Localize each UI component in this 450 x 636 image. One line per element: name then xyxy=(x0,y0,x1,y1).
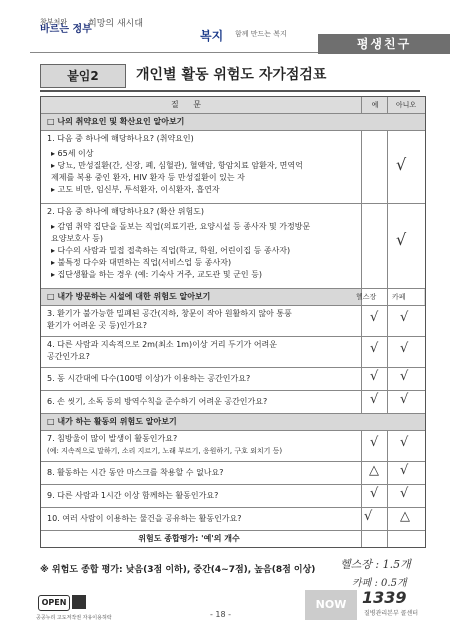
check-mark: √ xyxy=(400,435,409,450)
check-mark: √ xyxy=(400,341,409,356)
ministry-logo: 복지 xyxy=(200,29,224,43)
table-row-q3 xyxy=(41,306,425,337)
gov-logo-small: 참부처와 xyxy=(40,18,68,26)
check-mark: √ xyxy=(400,463,409,478)
no-cell[interactable] xyxy=(387,204,424,288)
government-logo xyxy=(40,18,92,34)
question-text: 1. 다음 중 하나에 해당하나요? (취약요인) xyxy=(47,134,194,143)
table-row-q7 xyxy=(41,431,425,462)
question-item: 제제를 복용 중인 환자, HIV 환자 등 만성질환이 있는 자 xyxy=(51,173,245,182)
no-cell[interactable] xyxy=(387,368,424,390)
yes-cell[interactable] xyxy=(356,289,388,305)
no-cell[interactable] xyxy=(387,391,424,413)
question-text: 공간인가요? xyxy=(47,352,90,361)
triangle-mark: △ xyxy=(369,463,379,478)
question-item: ▸ 집단생활을 하는 경우 (예: 기숙사 거주, 교도관 및 군인 등) xyxy=(51,270,262,279)
question-text: 9. 다른 사람과 1시간 이상 함께하는 활동인가요? xyxy=(47,491,219,500)
handwritten-label: 헬스장 xyxy=(356,293,377,301)
section-vulnerability xyxy=(41,114,425,131)
table-row-q1 xyxy=(41,131,425,204)
total-yes-cell[interactable] xyxy=(361,531,388,547)
no-cell[interactable] xyxy=(387,485,424,507)
check-mark: √ xyxy=(370,369,379,384)
page-title: 개인별 활동 위험도 자가점검표 xyxy=(136,67,327,83)
table-row-q9 xyxy=(41,485,425,508)
question-text: 5. 동 시간대에 다수(100명 이상)가 이용하는 공간인가요? xyxy=(47,374,251,383)
yes-cell[interactable] xyxy=(361,337,388,367)
triangle-mark: △ xyxy=(400,509,410,524)
table-row-q4 xyxy=(41,337,425,368)
check-mark: √ xyxy=(396,230,407,249)
license-icon xyxy=(72,595,86,609)
question-cell xyxy=(41,431,337,459)
table-row-q2 xyxy=(41,204,425,289)
check-mark: √ xyxy=(370,486,379,501)
no-cell[interactable] xyxy=(387,431,424,461)
page-header xyxy=(0,0,450,58)
ministry-logo-sub: 함께 만드는 복지 xyxy=(235,30,287,38)
section-title: □ 내가 하는 활동의 위험도 알아보기 xyxy=(47,417,177,426)
table-row-q6 xyxy=(41,391,425,414)
question-text: 6. 손 씻기, 소독 등의 방역수칙을 준수하기 어려운 공간인가요? xyxy=(47,397,268,406)
question-item: ▸ 감염 취약 집단을 돌보는 직업(의료기관, 요양시설 등 종사자 및 가정방문 xyxy=(51,222,311,231)
yes-cell[interactable] xyxy=(361,431,388,461)
question-text: 8. 활동하는 시간 동안 마스크를 착용할 수 없나요? xyxy=(47,468,224,477)
question-text: (예: 지속적으로 말하기, 소리 지르기, 노래 부르기, 응원하기, 구호 외치기 등) xyxy=(47,447,283,455)
table-row-q5 xyxy=(41,368,425,391)
question-cell xyxy=(41,204,337,283)
yes-cell[interactable] xyxy=(361,485,388,507)
no-cell[interactable] xyxy=(387,306,424,336)
check-mark: √ xyxy=(400,369,409,384)
check-mark: √ xyxy=(370,435,379,450)
no-cell[interactable] xyxy=(387,462,424,484)
question-item: ▸ 불특정 다수와 대면하는 직업(서비스업 등 종사자) xyxy=(51,258,232,267)
total-label: 위험도 종합평가: '예'의 개수 xyxy=(138,534,240,543)
total-row xyxy=(41,531,425,547)
check-mark: √ xyxy=(364,509,373,524)
handwritten-gym-count: 헬스장 : 1.5개 xyxy=(340,558,411,571)
question-item: ▸ 당뇨, 만성질환(간, 신장, 폐, 심혈관), 혈액암, 항암치료 암환자, 면역억 xyxy=(51,161,303,170)
total-no-cell[interactable] xyxy=(387,531,424,547)
question-text: 7. 침방울이 많이 발생이 활동인가요? xyxy=(47,434,178,443)
handwritten-cafe-count: 카페 : 0.5개 xyxy=(352,578,407,589)
header-yes: 예 xyxy=(361,97,388,113)
section-title: □ 내가 방문하는 시설에 대한 위험도 알아보기 xyxy=(47,292,211,301)
yes-cell[interactable] xyxy=(361,391,388,413)
check-mark: √ xyxy=(396,155,407,174)
slogan-logo: 희망의 새시대 xyxy=(88,19,144,29)
no-cell[interactable] xyxy=(387,289,424,305)
yes-cell[interactable] xyxy=(361,462,388,484)
check-mark: √ xyxy=(400,486,409,501)
check-mark: √ xyxy=(400,392,409,407)
question-text: 10. 여러 사람이 이용하는 물건을 공유하는 활동인가요? xyxy=(47,514,242,523)
attachment-badge: 붙임2 xyxy=(40,64,126,88)
header-tag: 평생친구 xyxy=(318,34,450,54)
question-cell xyxy=(41,337,337,365)
question-cell xyxy=(41,306,337,334)
check-mark: √ xyxy=(370,392,379,407)
table-row-q8 xyxy=(41,462,425,485)
question-item: ▸ 65세 이상 xyxy=(51,149,94,158)
header-rule xyxy=(30,52,318,53)
question-item: ▸ 고도 비만, 임신부, 투석환자, 이식환자, 흡연자 xyxy=(51,185,220,194)
evaluation-note: ※ 위험도 종합 평가: 낮음(3점 이하), 중간(4~7점), 높음(8점 이상) xyxy=(40,565,316,575)
header-question: 질 문 xyxy=(171,100,207,109)
campaign-logo: NOW xyxy=(305,590,357,620)
question-item: ▸ 다수의 사람과 밀접 접촉하는 직업(학교, 학원, 어린이집 등 종사자) xyxy=(51,246,291,255)
page-number: - 18 - xyxy=(210,610,232,619)
no-cell[interactable] xyxy=(387,131,424,203)
no-cell[interactable] xyxy=(387,337,424,367)
check-mark: √ xyxy=(370,310,379,325)
check-mark: √ xyxy=(370,341,379,356)
check-mark: √ xyxy=(400,310,409,325)
title-underline xyxy=(40,90,420,92)
question-text: 4. 다른 사람과 지속적으로 2m(최소 1m)이상 거리 두기가 어려운 xyxy=(47,340,277,349)
section-facility xyxy=(41,289,425,306)
table-header-row xyxy=(41,97,425,114)
section-activity xyxy=(41,414,425,431)
question-text: 3. 환기가 불가능한 밀폐된 공간(지하, 창문이 작아 원활하지 않아 통풍 xyxy=(47,309,292,318)
question-item: 요양보호사 등) xyxy=(51,234,104,243)
handwritten-label: 카페 xyxy=(392,293,406,301)
hotline-label: 질병관리본부 콜센터 xyxy=(364,610,419,617)
question-text: 2. 다음 중 하나에 해당하나요? (확산 위험도) xyxy=(47,207,205,216)
gov-logo-big: 바르는 정부 xyxy=(40,24,92,35)
hotline-number: 1339 xyxy=(362,588,407,607)
header-no: 아니오 xyxy=(387,97,424,113)
license-text: 공공누리 고도저작권 자유이용허락 xyxy=(36,615,112,621)
question-cell xyxy=(41,131,337,198)
yes-cell[interactable] xyxy=(361,131,388,203)
no-cell[interactable] xyxy=(387,508,424,530)
table-row-q10 xyxy=(41,508,425,531)
section-title: □ 나의 취약요인 및 확산요인 알아보기 xyxy=(47,117,185,126)
yes-cell[interactable] xyxy=(361,306,388,336)
open-license-logo: OPEN xyxy=(38,595,70,611)
yes-cell[interactable] xyxy=(361,368,388,390)
question-text: 환기가 어려운 곳 등)인가요? xyxy=(47,321,148,330)
yes-cell[interactable] xyxy=(361,508,388,530)
checklist-table xyxy=(40,96,426,548)
yes-cell[interactable] xyxy=(361,204,388,288)
